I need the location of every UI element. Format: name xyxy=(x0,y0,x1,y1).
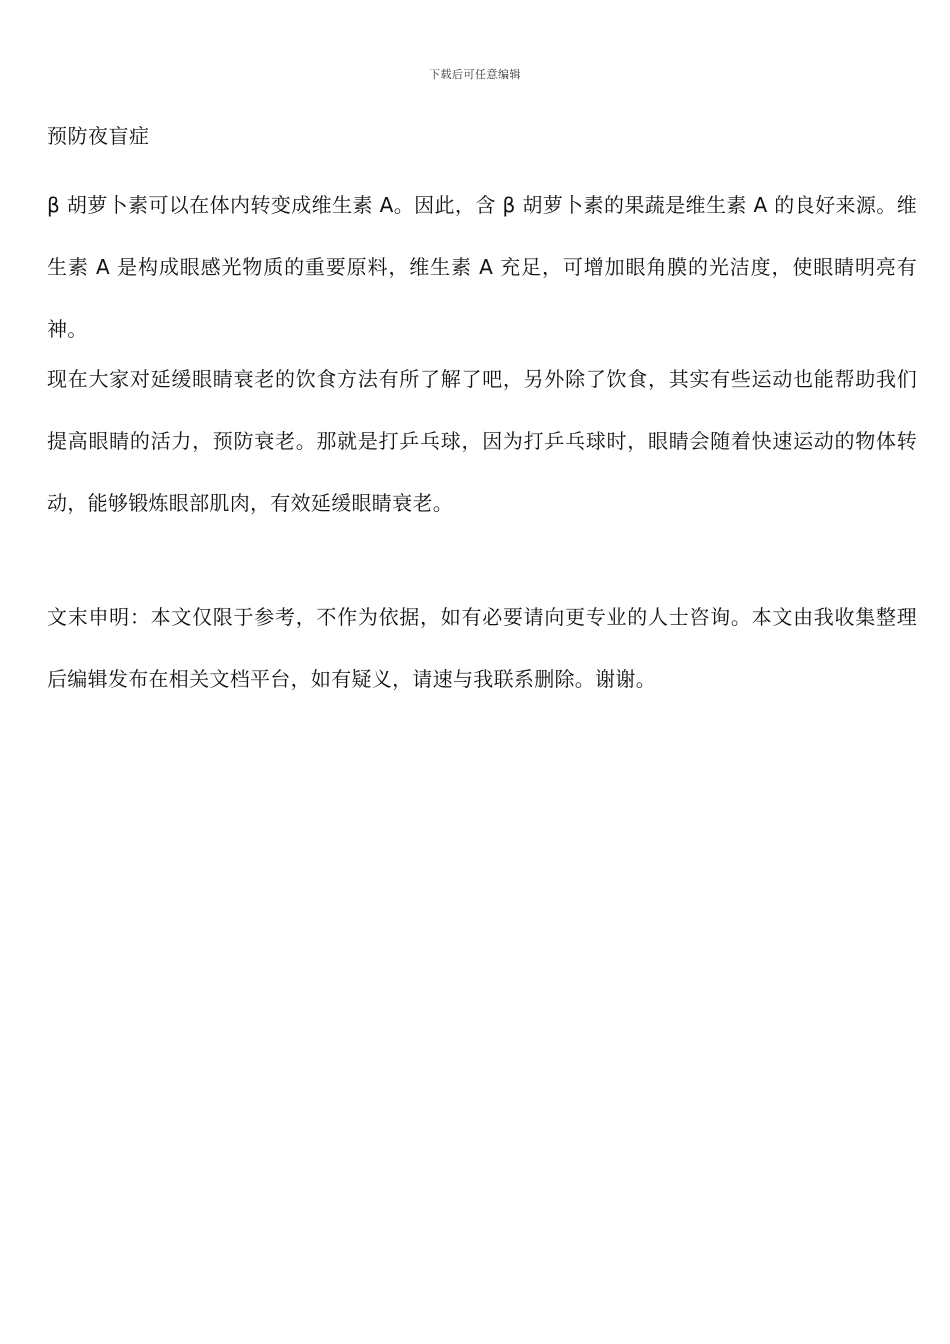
section-heading: 预防夜盲症 xyxy=(47,124,150,148)
disclaimer-paragraph: 文末申明：本文仅限于参考，不作为依据，如有必要请向更专业的人士咨询。本文由我收集整理后编辑发布在相关文档平台，如有疑义，请速与我联系删除。谢谢。 xyxy=(47,605,917,691)
paragraph-eye-exercise: 现在大家对延缓眼睛衰老的饮食方法有所了解了吧，另外除了饮食，其实有些运动也能帮助我们提高眼睛的活力，预防衰老。那就是打乒乓球，因为打乒乓球时，眼睛会随着快速运动的物体转动，能够锻炼眼部肌肉，有效延缓眼睛衰老。 xyxy=(47,367,917,515)
document-body xyxy=(47,118,917,710)
paragraph-spacer xyxy=(47,534,917,586)
paragraph-beta-carotene: β 胡萝卜素可以在体内转变成维生素 A。因此，含 β 胡萝卜素的果蔬是维生素 A 的良好来源。维生素 A 是构成眼感光物质的重要原料，维生素 A 充足，可增加眼角膜的光洁度，使眼睛明亮有神。 xyxy=(47,193,917,341)
page-header-note: 下载后可任意编辑 xyxy=(429,68,521,81)
